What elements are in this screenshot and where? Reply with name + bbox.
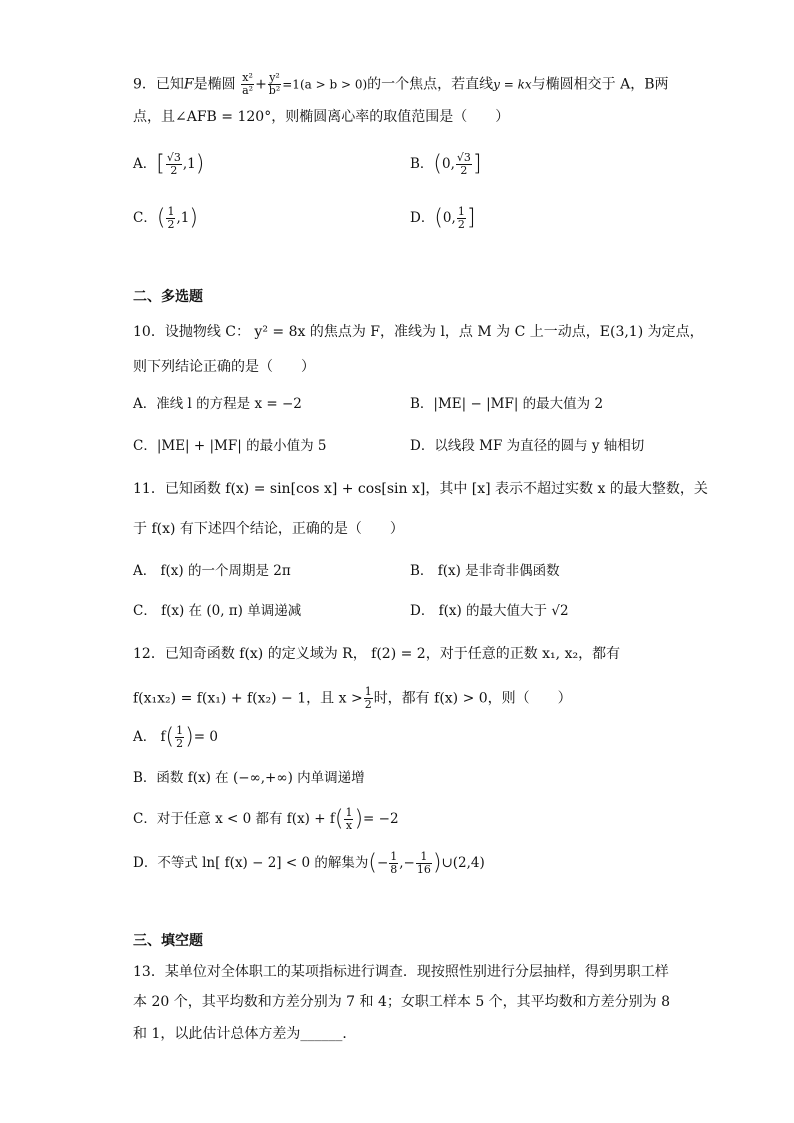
q10-option-a[interactable]: A．准线 l 的方程是 x = −2 — [133, 396, 302, 412]
q9-option-a[interactable] — [133, 152, 204, 177]
q9-opt-a-label: A． — [133, 156, 157, 172]
q12-opt-c-frac — [344, 807, 353, 832]
q9-eq-tail: =1(a > b > 0) — [282, 77, 368, 92]
q12-opt-c-lp: ( — [334, 806, 344, 832]
q9-opt-c-rb: ) — [189, 205, 198, 231]
q9-opt-b-den: 2 — [460, 164, 468, 177]
q9-opt-d-pre: 0, — [442, 210, 456, 226]
q12-opt-c-num: 1 — [345, 806, 353, 819]
q9-opt-d-rb: ] — [466, 205, 476, 231]
q9-opt-c-den: 2 — [167, 218, 175, 231]
q11-stem-line1: 11．已知函数 f(x) = sin[cos x] + cos[sin x]，其中 [x] 表示不超过实数 x 的最大整数，关 — [133, 481, 708, 497]
q12-opt-a-pre: A． f — [133, 729, 166, 745]
q12-opt-a-post: = 0 — [193, 729, 218, 745]
q11-option-a[interactable]: A． f(x) 的一个周期是 2π — [133, 563, 291, 579]
q9-opt-c-label: C． — [133, 210, 157, 226]
q9-mid: 的一个焦点，若直线 — [367, 76, 494, 93]
q9-opt-a-rest: ,1 — [182, 156, 196, 172]
q10-stem-line1: 10．设抛物线 C： y² = 8x 的焦点为 F，准线为 l，点 M 为 C 上一动点，E(3,1) 为定点， — [133, 324, 704, 340]
q12-opt-c-post: = −2 — [363, 811, 399, 827]
q9-opt-a-num: √3 — [166, 151, 181, 164]
q9-opt-d-frac — [457, 206, 466, 231]
q13-stem-line2: 本 20 个，其平均数和方差分别为 7 和 4；女职工样本 5 个，其平均数和方差分别为 8 — [133, 994, 671, 1010]
q9-prefix: 9．已知 — [133, 76, 184, 93]
q12-stem-line1: 12．已知奇函数 f(x) 的定义域为 R， f(2) = 2，对于任意的正数 x₁, x₂，都有 — [133, 646, 621, 662]
q11-option-c[interactable]: C． f(x) 在 (0, π) 单调递减 — [133, 603, 302, 619]
q9-opt-d-num: 1 — [457, 205, 465, 218]
q12-opt-d-d1: 8 — [390, 863, 398, 876]
q9-b2: b² — [268, 84, 281, 97]
q9-option-b[interactable] — [410, 152, 482, 177]
q12-opt-d-post: ∪(2,4) — [441, 855, 485, 871]
q9-option-d[interactable] — [410, 206, 475, 231]
section-multi-choice-heading: 二、多选题 — [133, 289, 203, 305]
q12-line2-b: 时，都有 f(x) > 0，则（ ） — [373, 690, 572, 707]
q9-opt-a-frac — [166, 152, 182, 177]
q9-opt-b-rb: ] — [472, 151, 482, 177]
q9-opt-c-lb: ( — [156, 205, 166, 231]
q9-opt-d-label: D． — [410, 210, 435, 226]
q12-opt-d-lp: ( — [368, 850, 377, 876]
q12-opt-a-lp: ( — [165, 724, 175, 750]
q12-opt-c-rp: ) — [354, 806, 364, 832]
q9-opt-c-rest: ,1 — [176, 210, 190, 226]
q11-option-b[interactable]: B． f(x) 是非奇非偶函数 — [410, 563, 560, 579]
q12-option-b[interactable]: B．函数 f(x) 在 (−∞,+∞) 内单调递增 — [133, 770, 365, 786]
q9-opt-c-frac — [166, 206, 175, 231]
q9-a2: a² — [242, 84, 254, 97]
q10-option-b[interactable]: B．|ME| − |MF| 的最大值为 2 — [410, 396, 604, 412]
q12-stem-line2 — [133, 686, 572, 711]
q9-tail: 与椭圆相交于 A，B两 — [531, 76, 669, 93]
q11-option-d[interactable]: D． f(x) 的最大值大于 √2 — [410, 603, 569, 619]
q11-stem-line2: 于 f(x) 有下述四个结论，正确的是（ ） — [133, 521, 404, 537]
q9-opt-a-rb: ) — [195, 151, 205, 177]
q9-stem-line2: 点，且∠AFB = 120°，则椭圆离心率的取值范围是（ ） — [133, 109, 510, 125]
q9-line-eq: y = kx — [493, 77, 532, 92]
q12-opt-c-den: x — [345, 819, 353, 832]
q9-y2: y² — [269, 71, 280, 84]
q9-option-c[interactable] — [133, 206, 198, 231]
section-fill-blank-heading: 三、填空题 — [133, 933, 203, 949]
q9-frac-x — [241, 72, 254, 97]
q9-opt-b-frac — [456, 152, 472, 177]
q12-half-frac — [364, 686, 373, 711]
q12-opt-a-rp: ) — [185, 724, 194, 750]
q12-option-d[interactable] — [133, 851, 485, 876]
q9-x2: x² — [242, 71, 253, 84]
q9-opt-b-lb: ( — [433, 151, 443, 177]
q10-option-c[interactable]: C．|ME| + |MF| 的最小值为 5 — [133, 438, 327, 454]
q12-opt-d-minus2: ,− — [399, 855, 415, 871]
q12-opt-a-den: 2 — [176, 737, 184, 750]
q10-stem-line2: 则下列结论正确的是（ ） — [133, 359, 315, 375]
q10-option-d[interactable]: D．以线段 MF 为直径的圆与 y 轴相切 — [410, 438, 645, 454]
q12-opt-c-pre: C．对于任意 x < 0 都有 f(x) + f — [133, 811, 335, 827]
q12-opt-d-rp: ) — [432, 850, 442, 876]
q9-stem-line1: 9．已知F是椭圆 $\frac{\text{x²}}{\text{a²}}$ + $\frac{\text{y²}}{\text{b²}}$ =1(a > b > 0)的一个焦点，若直线y = kx与椭圆相交于 A，B两 — [133, 71, 669, 97]
q12-opt-d-d2: 16 — [416, 863, 431, 876]
q12-option-a[interactable] — [133, 725, 218, 750]
q9-f: F — [183, 76, 194, 93]
q9-opt-a-lb: [ — [156, 151, 165, 177]
q9-opt-b-num: √3 — [456, 151, 471, 164]
q12-opt-d-pre: D．不等式 ln[ f(x) − 2] < 0 的解集为 — [133, 855, 369, 871]
q13-stem-line3: 和 1，以此估计总体方差为______． — [133, 1026, 357, 1042]
q9-opt-b-label: B． — [410, 156, 434, 172]
q9-frac-y — [268, 72, 281, 97]
q12-line2-a: f(x₁x₂) = f(x₁) + f(x₂) − 1，且 x > — [133, 690, 363, 707]
q9-opt-d-lb: ( — [434, 205, 443, 231]
q12-opt-d-n2: 1 — [416, 851, 432, 864]
q12-option-c[interactable] — [133, 807, 399, 832]
q12-opt-d-frac1 — [389, 851, 398, 876]
q9-opt-b-pre: 0, — [442, 156, 455, 172]
q12-half-num: 1 — [364, 685, 372, 698]
q12-opt-a-frac — [175, 725, 184, 750]
q12-opt-d-n1: 1 — [390, 850, 398, 863]
q9-opt-a-den: 2 — [170, 164, 178, 177]
q9-ellipse: 是椭圆 — [193, 76, 236, 93]
q13-stem-line1: 13．某单位对全体职工的某项指标进行调查．现按照性别进行分层抽样，得到男职工样 — [133, 964, 669, 980]
q9-opt-d-den: 2 — [457, 218, 465, 231]
q12-opt-d-minus1: − — [376, 855, 389, 871]
q12-opt-a-num: 1 — [176, 724, 184, 737]
q12-opt-d-frac2 — [416, 851, 432, 876]
q12-half-den: 2 — [364, 698, 372, 711]
q9-opt-c-num: 1 — [167, 205, 175, 218]
